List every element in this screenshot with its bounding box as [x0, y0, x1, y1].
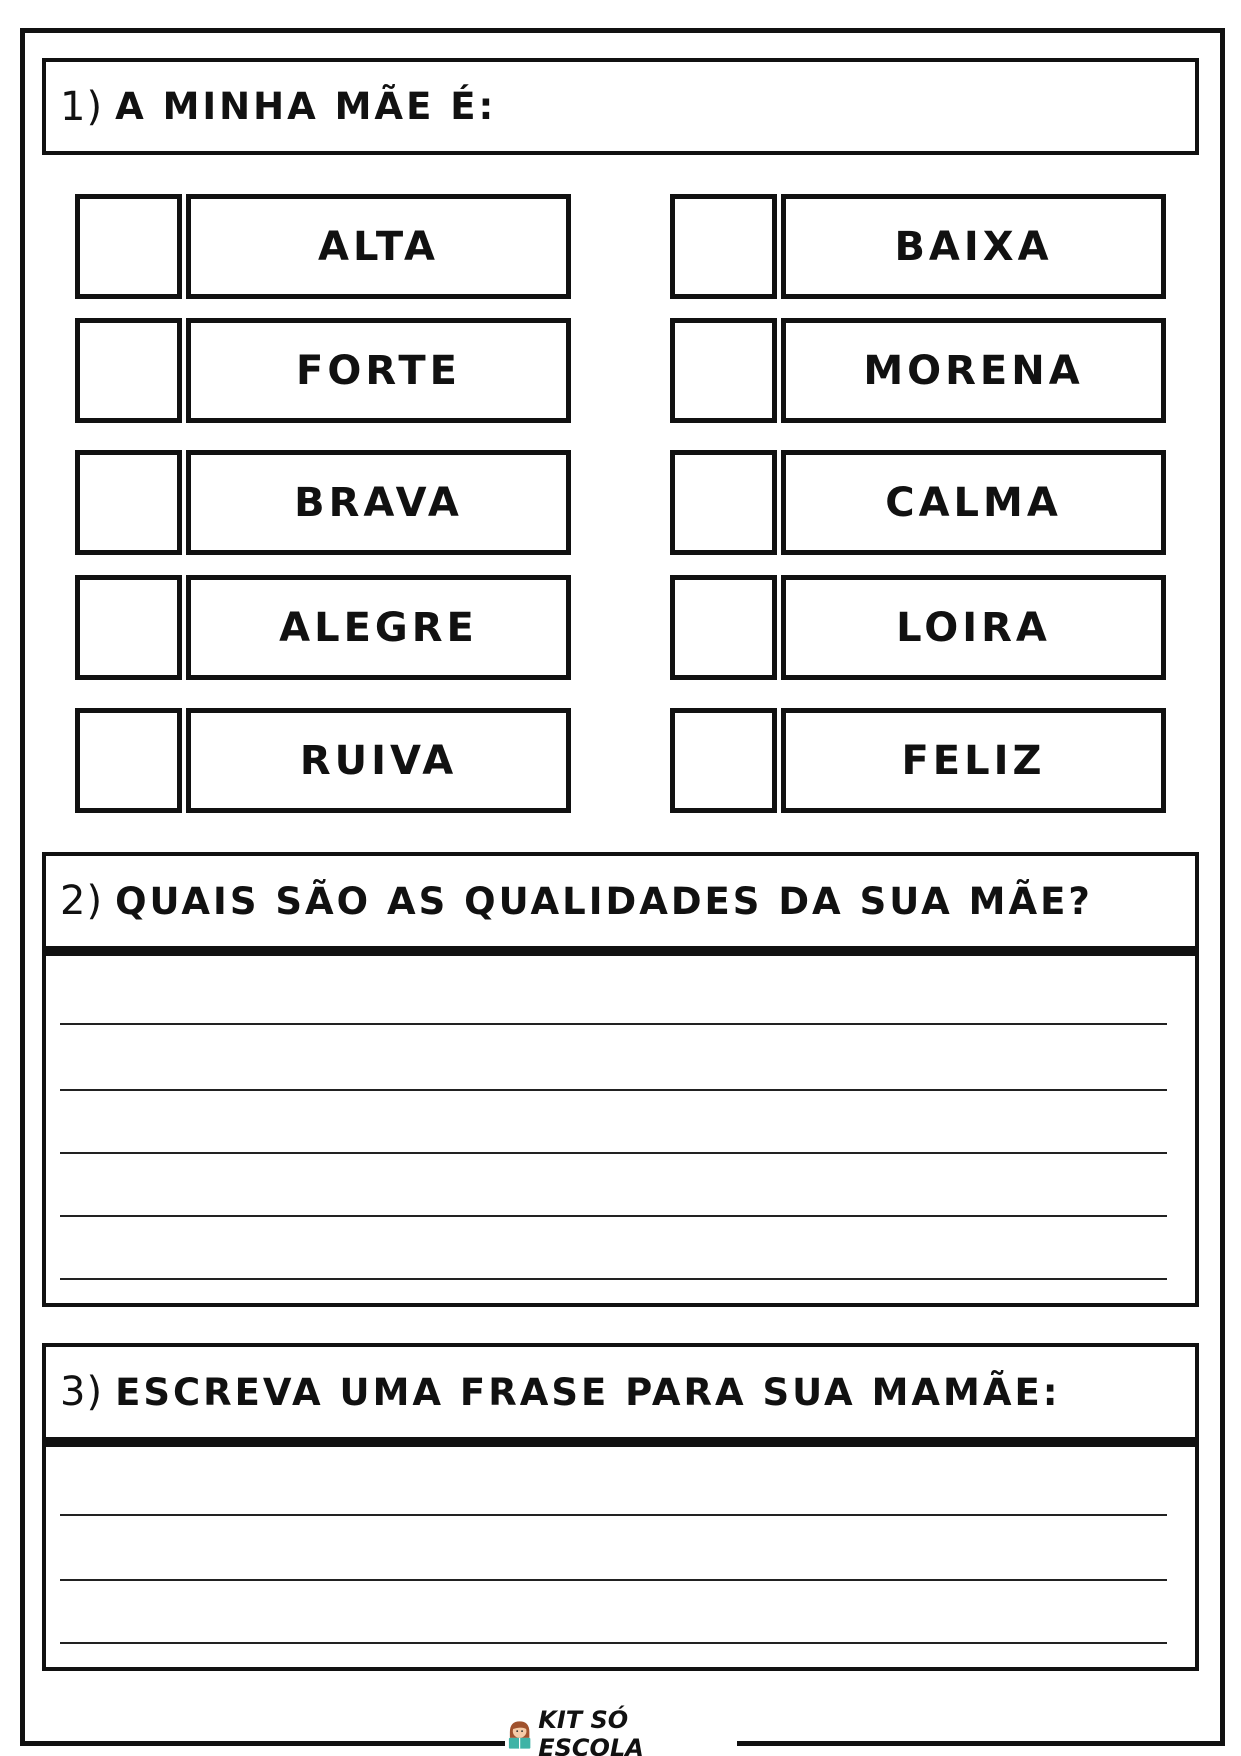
option-label: BRAVA: [186, 450, 571, 555]
writing-line: [60, 1514, 1167, 1516]
question-2-number: 2): [60, 878, 104, 924]
writing-line: [60, 1579, 1167, 1581]
writing-line: [60, 1642, 1167, 1644]
writing-line: [60, 1023, 1167, 1025]
question-2-answer-area[interactable]: [42, 950, 1199, 1307]
option-row: [75, 708, 571, 813]
option-label: ALTA: [186, 194, 571, 299]
option-label: BAIXA: [781, 194, 1166, 299]
option-row: [75, 194, 571, 299]
option-checkbox[interactable]: [75, 450, 182, 555]
option-checkbox[interactable]: [670, 575, 777, 680]
option-checkbox[interactable]: [75, 318, 182, 423]
option-row: [670, 450, 1166, 555]
option-label: CALMA: [781, 450, 1166, 555]
option-label: FELIZ: [781, 708, 1166, 813]
option-checkbox[interactable]: [75, 194, 182, 299]
reading-girl-icon: [505, 1718, 534, 1750]
option-checkbox[interactable]: [670, 450, 777, 555]
option-label: MORENA: [781, 318, 1166, 423]
writing-line: [60, 1278, 1167, 1280]
option-row: [670, 575, 1166, 680]
option-label: ALEGRE: [186, 575, 571, 680]
option-row: [670, 318, 1166, 423]
option-checkbox[interactable]: [75, 708, 182, 813]
writing-line: [60, 1089, 1167, 1091]
option-checkbox[interactable]: [75, 575, 182, 680]
option-label: FORTE: [186, 318, 571, 423]
option-row: [75, 318, 571, 423]
option-label: LOIRA: [781, 575, 1166, 680]
writing-line: [60, 1152, 1167, 1154]
option-row: [75, 575, 571, 680]
option-row: [670, 194, 1166, 299]
option-row: [75, 450, 571, 555]
question-3-title: ESCREVA UMA FRASE PARA SUA MAMÃE:: [115, 1370, 1061, 1414]
question-2-title: QUAIS SÃO AS QUALIDADES DA SUA MÃE?: [115, 879, 1093, 923]
question-2-header: [42, 852, 1199, 950]
question-1-title: A MINHA MÃE É:: [115, 85, 497, 128]
option-checkbox[interactable]: [670, 194, 777, 299]
question-3-answer-area[interactable]: [42, 1441, 1199, 1671]
option-row: [670, 708, 1166, 813]
question-3-header: [42, 1343, 1199, 1441]
writing-line: [60, 1215, 1167, 1217]
question-1-number: 1): [60, 83, 104, 130]
question-3-number: 3): [60, 1369, 104, 1415]
footer-brand: KIT SÓ ESCOLA: [538, 1706, 644, 1756]
option-label: RUIVA: [186, 708, 571, 813]
question-1-header: [42, 58, 1199, 155]
option-checkbox[interactable]: [670, 708, 777, 813]
footer-logo: [505, 1706, 737, 1756]
option-checkbox[interactable]: [670, 318, 777, 423]
